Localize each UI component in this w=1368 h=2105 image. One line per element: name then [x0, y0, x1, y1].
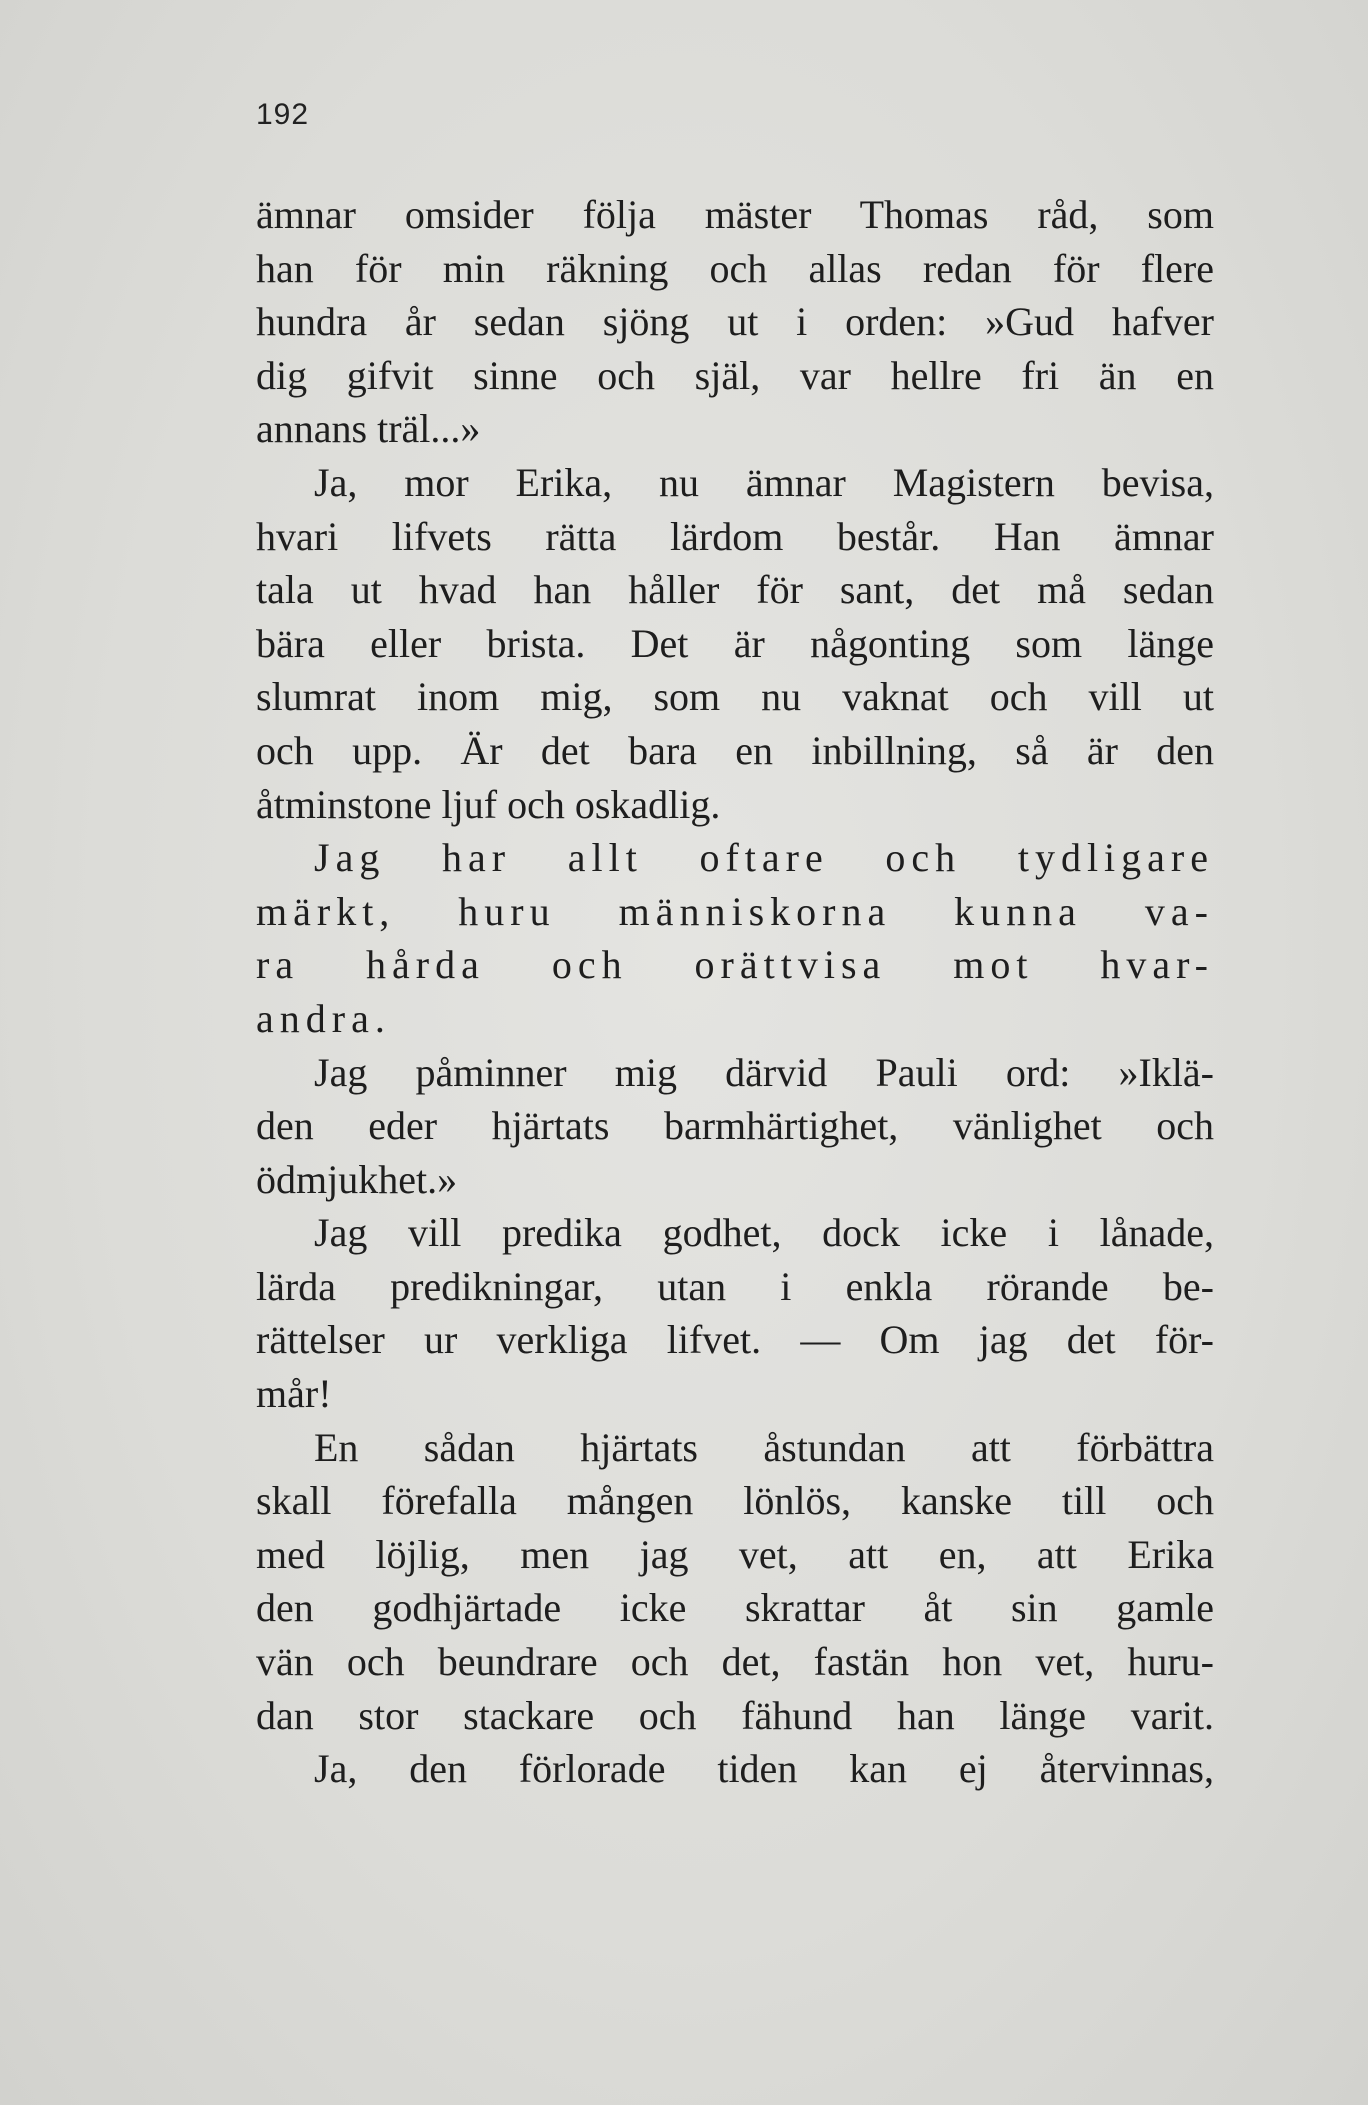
text-line: hundra år sedan sjöng ut i orden: »Gud hafver	[256, 299, 1214, 345]
body-text	[256, 188, 1214, 1796]
text-line: hvari lifvets rätta lärdom består. Han ämnar	[256, 513, 1214, 559]
text-line: slumrat inom mig, som nu vaknat och vill ut	[256, 674, 1214, 720]
text-line: En sådan hjärtats åstundan att förbättra	[314, 1424, 1214, 1470]
text-line: han för min räkning och allas redan för flere	[256, 245, 1214, 291]
text-line: skall förefalla mången lönlös, kanske till och	[256, 1478, 1214, 1524]
text-line: Ja, mor Erika, nu ämnar Magistern bevisa,	[314, 459, 1214, 505]
text-line: och upp. Är det bara en inbillning, så är den	[256, 727, 1214, 773]
text-line: tala ut hvad han håller för sant, det må sedan	[256, 567, 1214, 613]
text-line: bära eller brista. Det är någonting som länge	[256, 620, 1214, 666]
text-line: ra hårda och orättvisa mot hvar-	[256, 942, 1214, 988]
text-line: andra.	[256, 995, 391, 1041]
text-line: den godhjärtade icke skrattar åt sin gamle	[256, 1585, 1214, 1631]
text-line: åtminstone ljuf och oskadlig.	[256, 781, 721, 827]
text-line: Ja, den förlorade tiden kan ej återvinnas,	[314, 1746, 1214, 1792]
page-number: 192	[256, 98, 310, 131]
text-line: lärda predikningar, utan i enkla rörande be-	[256, 1263, 1214, 1309]
text-line: mår!	[256, 1371, 332, 1417]
text-line: märkt, huru människorna kunna va-	[256, 888, 1214, 934]
text-line: annans träl...»	[256, 406, 481, 452]
text-line: dan stor stackare och fähund han länge varit.	[256, 1692, 1214, 1738]
text-line: ämnar omsider följa mäster Thomas råd, som	[256, 192, 1214, 237]
text-line: ödmjukhet.»	[256, 1156, 458, 1202]
text-line: Jag påminner mig därvid Pauli ord: »Iklä-	[314, 1049, 1214, 1095]
text-line: Jag vill predika godhet, dock icke i lånade,	[314, 1210, 1214, 1256]
text-line: med löjlig, men jag vet, att en, att Erika	[256, 1531, 1214, 1577]
text-line: vän och beundrare och det, fastän hon vet, huru-	[256, 1639, 1214, 1685]
text-line: Jag har allt oftare och tydligare	[314, 835, 1214, 881]
text-line: dig gifvit sinne och själ, var hellre fri än en	[256, 352, 1214, 398]
text-line: rättelser ur verkliga lifvet. — Om jag det för-	[256, 1317, 1214, 1363]
text-line: den eder hjärtats barmhärtighet, vänlighet och	[256, 1103, 1214, 1149]
